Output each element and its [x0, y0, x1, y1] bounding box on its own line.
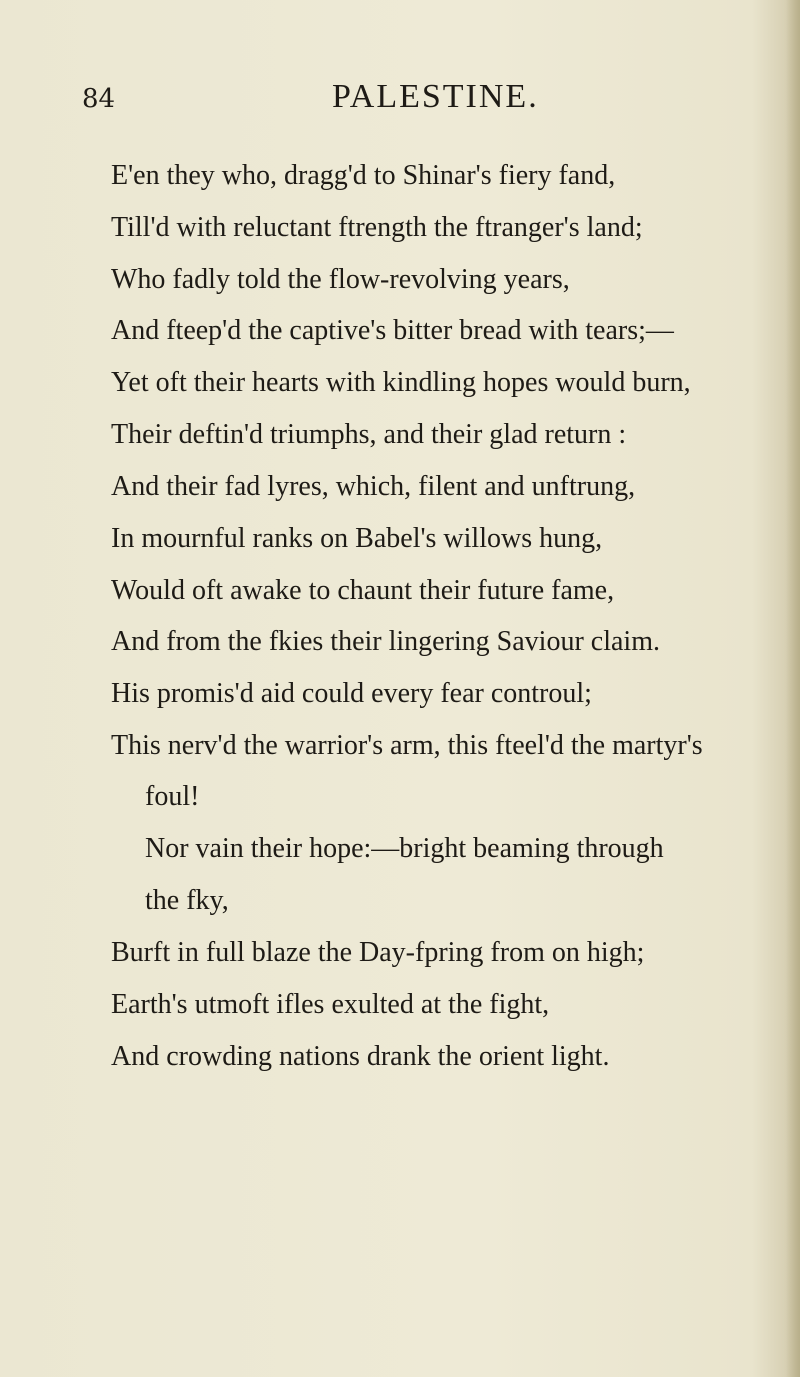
poem-line: the fky, [145, 885, 229, 916]
poem-line: Nor vain their hope:—bright beaming through [145, 833, 664, 864]
poem-line: Yet oft their hearts with kindling hopes would burn, [111, 367, 691, 398]
poem-line: Burft in full blaze the Day-fpring from on high; [111, 937, 645, 968]
poem-line: foul! [145, 781, 200, 812]
poem-line: Who fadly told the flow-revolving years, [111, 264, 570, 295]
poem-line: Their deftin'd triumphs, and their glad return : [111, 419, 627, 450]
page-number: 84 [82, 84, 116, 114]
poem-line: His promis'd aid could every fear controul; [111, 678, 592, 709]
poem-line: And from the fkies their lingering Saviour claim. [111, 626, 660, 657]
poem-line: And fteep'd the captive's bitter bread with tears;— [111, 315, 674, 346]
poem-line: Would oft awake to chaunt their future fame, [111, 575, 615, 606]
page-header [82, 78, 722, 128]
poem-line: In mournful ranks on Babel's willows hung, [111, 523, 603, 554]
page-edge-shadow [786, 0, 800, 1377]
poem-line: And crowding nations drank the orient light. [111, 1041, 610, 1072]
poem-line: This nerv'd the warrior's arm, this fteel'd the martyr's [111, 730, 703, 761]
poem-line: Till'd with reluctant ftrength the ftranger's land; [111, 212, 643, 243]
poem-line: Earth's utmoft ifles exulted at the fight, [111, 989, 550, 1020]
poem-line: E'en they who, dragg'd to Shinar's fiery fand, [111, 160, 616, 191]
poem-line: And their fad lyres, which, filent and unftrung, [111, 471, 636, 502]
running-head: PALESTINE. [332, 78, 539, 115]
